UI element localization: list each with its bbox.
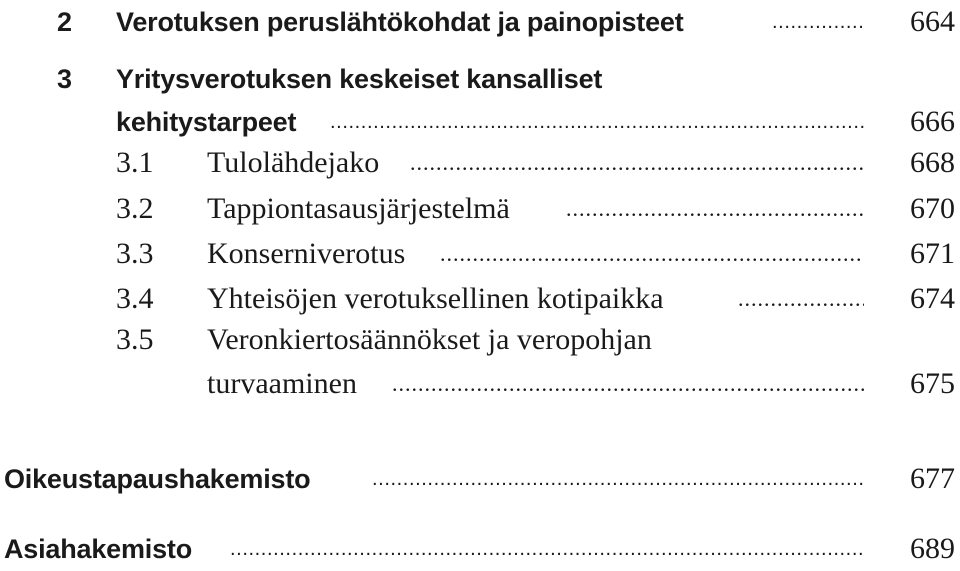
page-number: 664 xyxy=(910,5,955,38)
dot-leader xyxy=(566,187,864,231)
toc-entry-section-3-4[interactable] xyxy=(0,277,960,321)
toc-entry-section-3-2[interactable] xyxy=(0,187,960,231)
section-title: Tappiontasausjärjestelmä xyxy=(207,192,510,225)
dot-leader xyxy=(440,232,864,276)
page-number: 689 xyxy=(910,532,955,565)
chapter-number: 2 xyxy=(57,7,72,37)
toc-entry-subject-index[interactable] xyxy=(0,527,960,571)
page-number: 666 xyxy=(910,105,955,138)
dot-leader xyxy=(772,0,864,44)
section-title: Konserniverotus xyxy=(207,237,406,270)
index-title: Asiahakemisto xyxy=(4,534,192,564)
toc-entry-chapter-3[interactable] xyxy=(0,57,960,101)
dot-leader xyxy=(330,100,864,144)
page-number: 677 xyxy=(910,462,955,495)
section-number: 3.2 xyxy=(116,192,154,225)
section-number: 3.5 xyxy=(116,323,154,356)
section-title: Yhteisöjen verotuksellinen kotipaikka xyxy=(207,282,664,315)
toc-entry-case-index[interactable] xyxy=(0,457,960,501)
toc-entry-section-3-1[interactable] xyxy=(0,141,960,185)
toc-entry-section-3-5-continued[interactable] xyxy=(0,362,960,406)
toc-entry-section-3-5[interactable] xyxy=(0,318,960,362)
dot-leader xyxy=(230,527,864,571)
index-title: Oikeustapaushakemisto xyxy=(4,464,311,494)
toc-entry-chapter-3-continued[interactable] xyxy=(0,100,960,144)
section-number: 3.4 xyxy=(116,282,154,315)
dot-leader xyxy=(392,362,864,406)
section-title-line-2: turvaaminen xyxy=(207,367,357,400)
dot-leader xyxy=(738,277,864,321)
page-number: 671 xyxy=(910,237,955,270)
page-number: 670 xyxy=(910,192,955,225)
chapter-number: 3 xyxy=(57,64,72,94)
toc-entry-chapter-2[interactable] xyxy=(0,0,960,44)
chapter-title-line-1: Yritysverotuksen keskeiset kansalliset xyxy=(116,64,603,94)
chapter-title: Verotuksen peruslähtökohdat ja painopisteet xyxy=(116,7,684,37)
section-title: Tulolähdejako xyxy=(207,146,380,179)
section-title-line-1: Veronkiertosäännökset ja veropohjan xyxy=(207,323,652,356)
page-number: 675 xyxy=(910,367,955,400)
section-number: 3.1 xyxy=(116,146,154,179)
chapter-title-line-2: kehitystarpeet xyxy=(116,107,297,137)
dot-leader xyxy=(372,457,864,501)
dot-leader xyxy=(410,141,864,185)
page-number: 668 xyxy=(910,146,955,179)
toc-entry-section-3-3[interactable] xyxy=(0,232,960,276)
page-number: 674 xyxy=(910,282,955,315)
section-number: 3.3 xyxy=(116,237,154,270)
